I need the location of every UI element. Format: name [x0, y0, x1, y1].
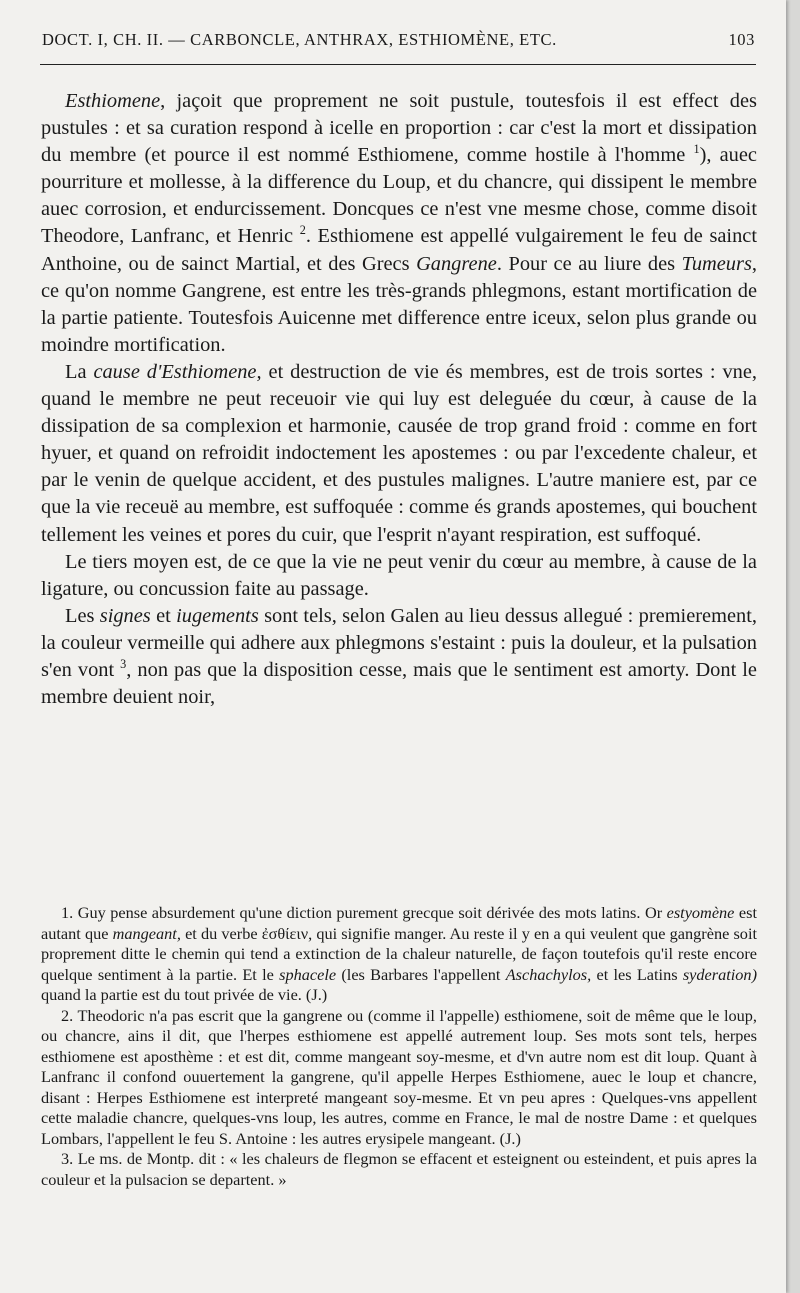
footnotes [41, 903, 757, 1190]
emphasis: Gangrene [416, 252, 497, 275]
footnote-ref-1: 1 [693, 142, 700, 157]
text-run: quand la partie est du tout privée de vie. (J.) [41, 985, 328, 1004]
paragraph-tiers-moyen: Le tiers moyen est, de ce que la vie ne peut venir du cœur au membre, à cause de la ligature, ou concussion faite au passage. [41, 550, 757, 600]
text-run: La [65, 360, 94, 383]
paragraph-cause [41, 359, 757, 549]
main-text [41, 88, 757, 711]
text-run: est autant que [41, 903, 757, 943]
text-run: Les [65, 604, 100, 627]
footnote-2: 2. Theodoric n'a pas escrit que la gangrene ou (comme il l'appelle) esthiomene, soit de même que le loup, ou chancre, ains il dit, que l'herpes esthiomene est appellé autrement loup. Ses mots sont tels, herpes esthiomene est aposthème : et est dit, comme mangeant soy-mesme, et d'vn autre nom est dit loup. Quant à Lanfranc il confond ouuertement la gangrene, qu'il appelle Herpes Esthiomene, auec le loup et chancre, disant : Herpes Esthiomene est interpreté mangeant soy-mesme. Et vn peu apres : Quelques-vns appellent cette maladie chancre, quelques-vns loup, les autres, comme en France, le mal de nostre Dame : et quelques Lombars, l'appellent le feu S. Antoine : les autres erysipele mangeant. (J.) [41, 1005, 757, 1148]
footnote-3: 3. Le ms. de Montp. dit : « les chaleurs de flegmon se effacent et esteignent ou esteindent, et puis apres la couleur et la pulsacion se departent. » [41, 1149, 757, 1189]
text-run: sont tels, selon Galen au lieu dessus allegué : premierement, la couleur vermeille qui adhere aux phlegmons s'estaint : puis la douleur, et la pulsation s'en vont [41, 604, 757, 681]
text-run: et du verbe ἐσθίειν, qui signifie manger. Au reste il y en a qui veulent que gangrène soit proprement ditte le chemin qui tend a extinction de la chaleur naturelle, de façon toutefois qu'il reste encore quelque sentiment à la partie. Et le [41, 923, 757, 984]
text-run: et [150, 604, 177, 627]
running-title: DOCT. I, CH. II. — CARBONCLE, ANTHRAX, ESTHIOMÈNE, ETC. [42, 30, 557, 49]
text-run: . Pour ce au liure des [496, 252, 682, 275]
page-number: 103 [728, 30, 755, 49]
paragraph-esthiomene [41, 88, 757, 359]
text-run: et destruction de vie és membres, est de trois sortes : vne, quand le membre ne peut receuoir vie qui luy est deleguée du cœur, à cause de la dissipation de sa complexion et harmonie, causée de trop grand froid : comme en fort hyuer, et quand on refroidit indoctement les apostemes : ou par l'excedente chaleur, et par le venin de quelque accident, et des pustules malignes. L'autre maniere est, par ce que la vie receuë au membre, est suffoquée : comme és grands apostemes, qui bouchent tellement les veines et pores du cuir, que l'esprit n'ayant respiration, est suffoqué. [41, 360, 757, 546]
text-run: , ce qu'on nomme Gangrene, est entre les très-grands phlegmons, estant mortification de la partie patiente. Toutesfois Auicenne met difference entre iceux, selon plus grande ou moindre mortification. [41, 252, 757, 356]
text-run: (les Barbares l'appellent [336, 964, 506, 984]
running-header [42, 30, 755, 50]
footnote-ref-3: 3 [120, 657, 127, 672]
footnote-ref-2: 2 [299, 223, 306, 238]
emphasis: iugements [176, 604, 259, 627]
emphasis: mangeant, [112, 923, 181, 943]
emphasis: Aschachylos, [505, 964, 592, 984]
text-run: , non pas que la disposition cesse, mais que le sentiment est amorty. Dont le membre deuient noir, [41, 658, 757, 709]
emphasis: Esthiomene [65, 90, 161, 112]
text-run: . Esthiomene est appellé vulgairement le feu de sainct Anthoine, ou de sainct Martial, et des Grecs [41, 225, 758, 275]
header-rule [40, 64, 756, 65]
emphasis: sphacele [279, 964, 337, 984]
text-run: , jaçoit que proprement ne soit pustule, toutesfois il est effect des pustules : et sa curation respond à icelle en proportion : car c'est la mort et dissipation du membre (et pource il est nommé Esthiomene, comme hostile à l'homme [41, 90, 757, 167]
emphasis: estyomène [666, 903, 735, 922]
emphasis: syderation) [682, 964, 757, 984]
text-run: ), auec pourriture et mollesse, à la difference du Loup, et du chancre, qui dissipent le membre auec corrosion, et endurcissement. Doncques ce n'est vne mesme chose, comme disoit Theodore, Lanfranc, et Henric [41, 144, 757, 248]
paragraph-signes [41, 603, 757, 711]
emphasis: cause d'Esthiomene, [93, 360, 262, 383]
text-run: et les Latins [591, 964, 683, 984]
text-run: 1. Guy pense absurdement qu'une diction purement grecque soit dérivée des mots latins. Or [61, 903, 667, 922]
emphasis: Tumeurs [681, 252, 752, 275]
emphasis: signes [99, 604, 151, 627]
footnote-1 [41, 903, 757, 1006]
